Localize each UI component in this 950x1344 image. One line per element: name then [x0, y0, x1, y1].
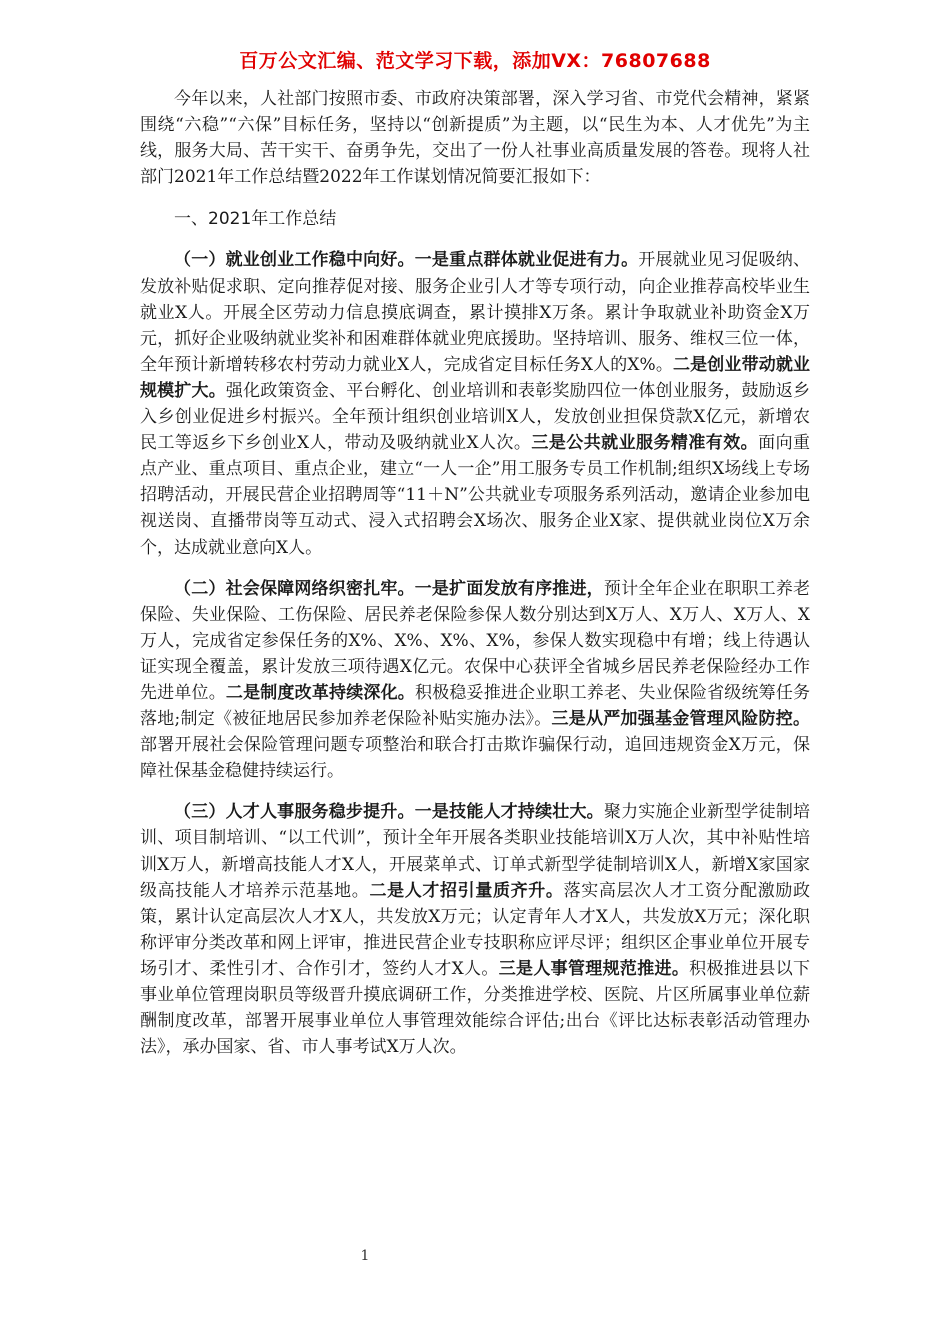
point-text: 积极稳妥推进企业职工养老、失业保险省级统筹任务落地;制定《被征地居民参加养老保险补贴实施办法》。: [140, 682, 811, 730]
point-text: 预计全年企业在职职工养老保险、失业保险、工伤保险、居民养老保险参保人数分别达到X万人、X万人、X万人、X万人，完成省定参保任务的X%、X%、X%、X%，参保人数实现稳中有增；线上待遇认证实现全覆盖，累计发放三项待遇X亿元。农保中心获评全省城乡居民养老保险经办工作先进单位。: [140, 578, 811, 703]
point-title: 一是技能人才持续壮大。: [414, 802, 604, 823]
point-text: 面向重点产业、重点项目、重点企业，建立“一人一企”用工服务专员工作机制;组织X场线上专场招聘活动，开展民营企业招聘周等“11＋N”公共就业专项服务系列活动，邀请企业参加电视送岗、直播带岗等互动式、浸入式招聘会X场次、服务企业X家、提供就业岗位X万余个，达成就业意向X人。: [140, 433, 811, 558]
point-text: 部署开展社会保险管理问题专项整治和联合打击欺诈骗保行动，追回违规资金X万元，保障社保基金稳健持续运行。: [140, 735, 810, 782]
point-text: 落实高层次人才工资分配激励政策，累计认定高层次人才X人，共发放X万元；认定青年人才X人，共发放X万元；深化职称评审分类改革和网上评审，推进民营企业专技职称应评尽评；组织区企事业单位开展专场引才、柔性引才、合作引才，签约人才X人。: [140, 880, 811, 979]
section-heading: 一、2021年工作总结: [174, 209, 337, 230]
point-title: 二是创业带动就业规模扩大。: [140, 354, 811, 401]
point-title: 三是人事管理规范推进。: [498, 958, 690, 979]
document-body: [140, 86, 810, 1060]
page-number: 1: [360, 1248, 370, 1264]
subsection-title: （一）就业创业工作稳中向好。: [174, 250, 415, 271]
point-text: 强化政策资金、平台孵化、创业培训和表彰奖励四位一体创业服务，鼓励返乡入乡创业促进乡村振兴。全年预计组织创业培训X人，发放创业担保贷款X亿元，新增农民工等返乡下乡创业X人，带动及吸纳就业X人次。: [140, 380, 810, 454]
employment-paragraph: [140, 247, 810, 560]
point-title: 二是制度改革持续深化。: [225, 682, 415, 703]
talent-paragraph: [140, 799, 810, 1060]
point-text: 积极推进县以下事业单位管理岗职员等级晋升摸底调研工作，分类推进学校、医院、片区所属事业单位薪酬制度改革，部署开展事业单位人事管理效能综合评估;出台《评比达标表彰活动管理办法》，承办国家、省、市人事考试X万人次。: [140, 958, 811, 1058]
point-title: 三是公共就业服务精准有效。: [531, 433, 759, 454]
intro-paragraph: 今年以来，人社部门按照市委、市政府决策部署，深入学习省、市党代会精神，紧紧围绕“六稳”“六保”目标任务，坚持以“创新提质”为主题，以“民生为本、人才优先”为主线，服务大局、苦干实干、奋勇争先，交出了一份人社事业高质量发展的答卷。现将人社部门2021年工作总结暨2022年工作谋划情况简要汇报如下：: [140, 89, 810, 188]
point-text: 开展就业见习促吸纳、发放补贴促求职、定向推荐促对接、服务企业引人才等专项行动，向企业推荐高校毕业生就业X人。开展全区劳动力信息摸底调查，累计摸排X万条。累计争取就业补助资金X万元，抓好企业吸纳就业奖补和困难群体就业兜底援助。坚持培训、服务、维权三位一体，全年预计新增转移农村劳动力就业X人，完成省定目标任务X人的X%。: [140, 250, 811, 375]
social-security-paragraph: [140, 576, 810, 785]
point-title: 二是人才招引量质齐升。: [369, 880, 564, 901]
point-title: 三是从严加强基金管理风险防控。: [551, 709, 811, 730]
subsection-title: （二）社会保障网络织密扎牢。: [174, 578, 415, 599]
watermark-header: 百万公文汇编、范文学习下载，添加VX：76807688: [239, 50, 711, 72]
point-title: 一是扩面发放有序推进，: [414, 578, 604, 599]
point-title: 一是重点群体就业促进有力。: [414, 250, 639, 271]
point-text: 聚力实施企业新型学徒制培训、项目制培训、“以工代训”，预计全年开展各类职业技能培训X万人次，其中补贴性培训X万人，新增高技能人才X人，开展菜单式、订单式新型学徒制培训X人，新增X家国家级高技能人才培养示范基地。: [140, 802, 811, 901]
subsection-title: （三）人才人事服务稳步提升。: [174, 802, 415, 823]
